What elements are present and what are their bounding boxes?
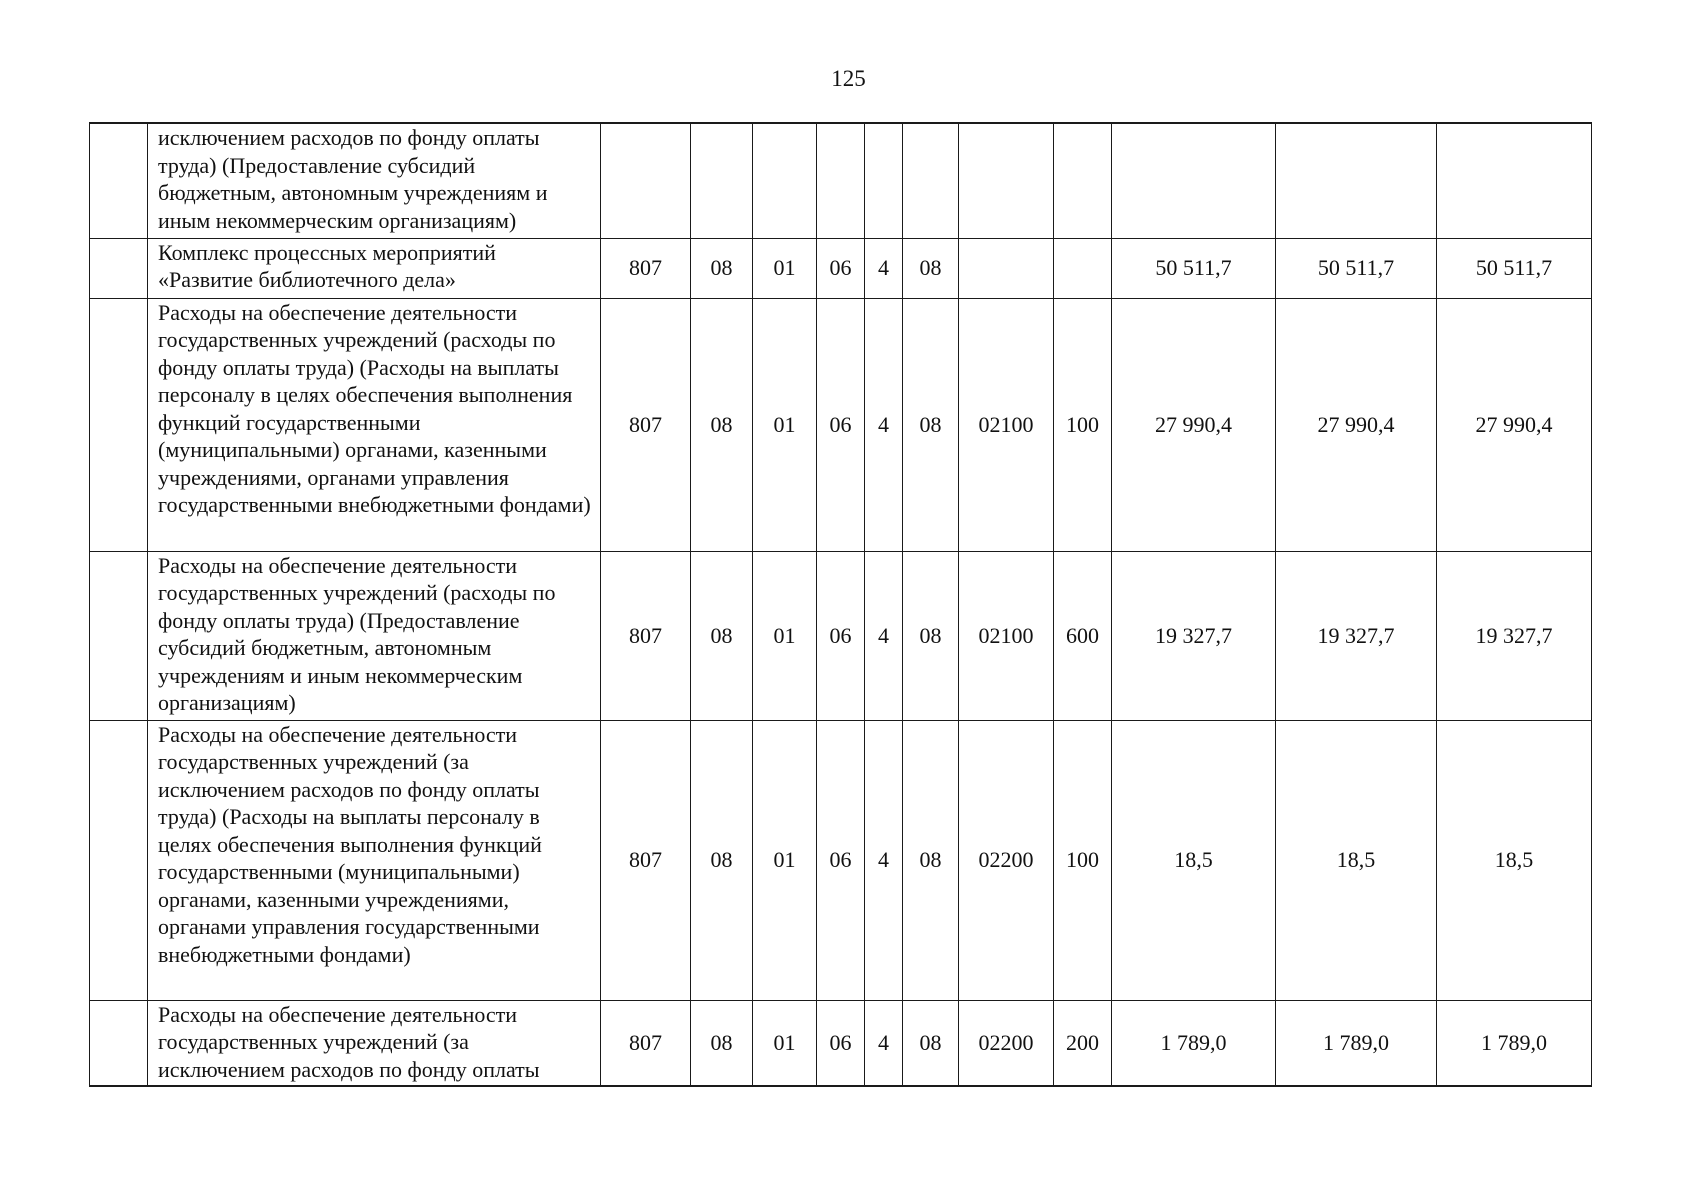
code-program-type: 4: [865, 1000, 903, 1086]
budget-table: [89, 122, 1592, 1087]
code-section: 08: [691, 1000, 753, 1086]
page-number: 125: [831, 66, 866, 91]
row-description: Расходы на обеспечение деятельности государственных учреждений (за исключением расходов по фонду оплаты: [148, 1000, 601, 1086]
code-subsection: 01: [753, 720, 817, 1000]
amount-year-1: 18,5: [1112, 720, 1276, 1000]
amount-year-2: 1 789,0: [1276, 1000, 1437, 1086]
budget-table-body: [90, 123, 1592, 1086]
row-description: исключением расходов по фонду оплаты труда) (Предоставление субсидий бюджетным, автономным учреждениям и иным некоммерческим организациям): [148, 123, 601, 238]
code-program: 06: [817, 1000, 865, 1086]
code-expense-type: 100: [1054, 298, 1112, 551]
code-program-type: 4: [865, 298, 903, 551]
code-subsection: 01: [753, 551, 817, 720]
amount-year-2: 50 511,7: [1276, 238, 1437, 298]
code-subsection: 01: [753, 1000, 817, 1086]
table-row: [90, 720, 1592, 1000]
amount-year-2: 19 327,7: [1276, 551, 1437, 720]
amount-year-1: 19 327,7: [1112, 551, 1276, 720]
code-program: 06: [817, 551, 865, 720]
code-expense-type: 200: [1054, 1000, 1112, 1086]
row-description: Расходы на обеспечение деятельности государственных учреждений (расходы по фонду оплаты труда) (Предоставление субсидий бюджетным, автономным учреждениям и иным некоммерческим организациям): [148, 551, 601, 720]
amount-year-3: 1 789,0: [1437, 1000, 1592, 1086]
code-structural-element: [903, 123, 959, 238]
amount-year-2: 18,5: [1276, 720, 1437, 1000]
table-row: [90, 123, 1592, 238]
code-expense-direction: 02200: [959, 720, 1054, 1000]
code-ministry: 807: [601, 238, 691, 298]
code-program-type: [865, 123, 903, 238]
code-expense-direction: [959, 123, 1054, 238]
code-subsection: 01: [753, 238, 817, 298]
code-program: [817, 123, 865, 238]
code-expense-direction: [959, 238, 1054, 298]
table-row: [90, 298, 1592, 551]
code-expense-direction: 02200: [959, 1000, 1054, 1086]
code-expense-type: 600: [1054, 551, 1112, 720]
code-ministry: 807: [601, 551, 691, 720]
code-ministry: [601, 123, 691, 238]
code-ministry: 807: [601, 1000, 691, 1086]
code-subsection: [753, 123, 817, 238]
code-section: 08: [691, 238, 753, 298]
code-program: 06: [817, 298, 865, 551]
amount-year-1: 27 990,4: [1112, 298, 1276, 551]
amount-year-1: 50 511,7: [1112, 238, 1276, 298]
code-program-type: 4: [865, 720, 903, 1000]
amount-year-1: [1112, 123, 1276, 238]
amount-year-3: [1437, 123, 1592, 238]
code-structural-element: 08: [903, 238, 959, 298]
row-number-cell: [90, 1000, 148, 1086]
code-expense-type: 100: [1054, 720, 1112, 1000]
row-number-cell: [90, 720, 148, 1000]
table-row: [90, 238, 1592, 298]
code-section: [691, 123, 753, 238]
code-section: 08: [691, 720, 753, 1000]
amount-year-2: 27 990,4: [1276, 298, 1437, 551]
code-expense-direction: 02100: [959, 298, 1054, 551]
code-expense-direction: 02100: [959, 551, 1054, 720]
code-subsection: 01: [753, 298, 817, 551]
code-structural-element: 08: [903, 1000, 959, 1086]
code-structural-element: 08: [903, 551, 959, 720]
row-description: Расходы на обеспечение деятельности государственных учреждений (расходы по фонду оплаты труда) (Расходы на выплаты персоналу в целях обеспечения выполнения функций государственными (муниципальными) органами, казенными учреждениями, органами управления государственными внебюджетными фондами): [148, 298, 601, 551]
table-row: [90, 1000, 1592, 1086]
amount-year-2: [1276, 123, 1437, 238]
amount-year-3: 50 511,7: [1437, 238, 1592, 298]
row-number-cell: [90, 238, 148, 298]
code-program: 06: [817, 720, 865, 1000]
code-structural-element: 08: [903, 298, 959, 551]
table-row: [90, 551, 1592, 720]
row-number-cell: [90, 123, 148, 238]
amount-year-3: 19 327,7: [1437, 551, 1592, 720]
code-program-type: 4: [865, 551, 903, 720]
code-section: 08: [691, 551, 753, 720]
code-program-type: 4: [865, 238, 903, 298]
code-ministry: 807: [601, 720, 691, 1000]
row-number-cell: [90, 298, 148, 551]
amount-year-3: 18,5: [1437, 720, 1592, 1000]
row-number-cell: [90, 551, 148, 720]
code-expense-type: [1054, 238, 1112, 298]
code-section: 08: [691, 298, 753, 551]
row-description: Комплекс процессных мероприятий «Развитие библиотечного дела»: [148, 238, 601, 298]
code-expense-type: [1054, 123, 1112, 238]
code-ministry: 807: [601, 298, 691, 551]
amount-year-1: 1 789,0: [1112, 1000, 1276, 1086]
row-description: Расходы на обеспечение деятельности государственных учреждений (за исключением расходов по фонду оплаты труда) (Расходы на выплаты персоналу в целях обеспечения выполнения функций государственными (муниципальными) органами, казенными учреждениями, органами управления государственными внебюджетными фондами): [148, 720, 601, 1000]
amount-year-3: 27 990,4: [1437, 298, 1592, 551]
code-structural-element: 08: [903, 720, 959, 1000]
code-program: 06: [817, 238, 865, 298]
